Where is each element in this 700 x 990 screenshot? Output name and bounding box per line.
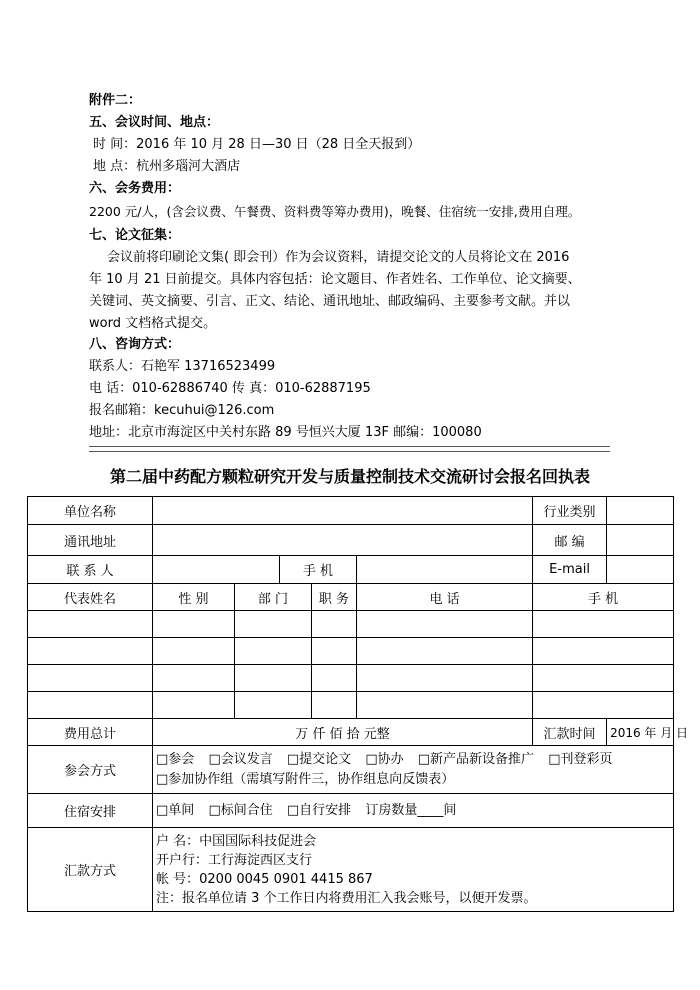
rep-cell[interactable]: [357, 665, 533, 692]
payment-note: 注：报名单位请 3 个工作日内将费用汇入我会账号，以便开发票。: [156, 890, 537, 906]
rep-cell[interactable]: [312, 611, 357, 638]
rep-cell[interactable]: [533, 692, 674, 719]
label-contact: 联 系 人: [28, 556, 153, 584]
table-row: [28, 665, 674, 692]
papers-line: word 文档格式提交。: [89, 316, 217, 331]
contact-phone: 电 话：010-62886740 传 真：010-62887195: [89, 381, 371, 396]
participation-option[interactable]: □刊登彩页: [548, 751, 613, 767]
contact-address: 地址：北京市海淀区中关村东路 89 号恒兴大厦 13F 邮编：100080: [89, 425, 482, 440]
email-field[interactable]: [607, 556, 674, 584]
lodging-option[interactable]: □自行安排: [286, 802, 352, 818]
rep-cell[interactable]: [533, 611, 674, 638]
industry-field[interactable]: [607, 497, 674, 525]
label-postcode: 邮 编: [533, 525, 607, 556]
contact-person: 联系人：石艳军 13716523499: [89, 359, 276, 374]
label-participation: 参会方式: [28, 746, 153, 794]
section-fee-heading: 六、会务费用：: [89, 181, 181, 196]
participation-option[interactable]: □提交论文: [286, 751, 352, 767]
unit-field[interactable]: [153, 497, 533, 525]
mobile-field[interactable]: [357, 556, 533, 584]
label-phone: 电 话: [357, 584, 533, 611]
rep-cell[interactable]: [312, 638, 357, 665]
rep-cell[interactable]: [235, 692, 312, 719]
payment-account-number: 帐 号：0200 0045 0901 4415 867: [156, 871, 373, 887]
label-rep-name: 代表姓名: [28, 584, 153, 611]
label-total: 费用总计: [28, 719, 153, 746]
label-dept: 部 门: [235, 584, 312, 611]
lodging-option[interactable]: □单间: [156, 802, 195, 818]
label-position: 职 务: [312, 584, 357, 611]
rep-cell[interactable]: [28, 692, 153, 719]
label-lodging: 住宿安排: [28, 794, 153, 828]
remit-date-field[interactable]: 2016 年 月 日: [607, 719, 674, 746]
amount-field[interactable]: 万 仟 佰 拾 元整: [153, 719, 533, 746]
rep-cell[interactable]: [533, 665, 674, 692]
lodging-option[interactable]: □标间合住: [208, 802, 273, 818]
table-row: [28, 692, 674, 719]
participation-option[interactable]: □参加协作组（需填写附件三，协作组息向反馈表）: [156, 771, 455, 787]
label-address: 通讯地址: [28, 525, 153, 556]
double-divider: [89, 446, 610, 452]
rep-cell[interactable]: [235, 611, 312, 638]
rep-cell[interactable]: [357, 692, 533, 719]
postcode-field[interactable]: [607, 525, 674, 556]
contact-email: 报名邮箱：kecuhui@126.com: [89, 403, 275, 418]
label-remit-time: 汇款时间: [533, 719, 607, 746]
rep-cell[interactable]: [235, 665, 312, 692]
payment-bank: 开户行：工行海淀西区支行: [156, 852, 313, 868]
table-row: [28, 638, 674, 665]
meeting-time: 时 间：2016 年 10 月 28 日—30 日（28 日全天报到）: [93, 137, 421, 152]
label-unit: 单位名称: [28, 497, 153, 525]
fee-text: 2200 元/人，(含会议费、午餐费、资料费等筹办费用)，晚餐、住宿统一安排,费用自理。: [89, 204, 581, 219]
participation-option[interactable]: □参会: [156, 751, 195, 767]
label-email: E-mail: [533, 556, 607, 584]
address-field[interactable]: [153, 525, 533, 556]
rep-cell[interactable]: [312, 692, 357, 719]
rep-cell[interactable]: [533, 638, 674, 665]
label-rep-mobile: 手 机: [533, 584, 674, 611]
rep-cell[interactable]: [312, 665, 357, 692]
participation-option[interactable]: □新产品新设备推广: [417, 751, 535, 767]
rep-cell[interactable]: [153, 692, 235, 719]
rep-cell[interactable]: [235, 638, 312, 665]
contact-field[interactable]: [153, 556, 280, 584]
section-contact-heading: 八、咨询方式：: [89, 337, 181, 352]
attachment-header: 附件二：: [89, 93, 142, 108]
table-row: [28, 611, 674, 638]
papers-line: 会议前将印刷论文集( 即会刊）作为会议资料，请提交论文的人员将论文在 2016: [107, 250, 570, 265]
rep-cell[interactable]: [28, 665, 153, 692]
label-industry: 行业类别: [533, 497, 607, 525]
meeting-place: 地 点：杭州多瑙河大酒店: [93, 159, 241, 174]
label-gender: 性 别: [153, 584, 235, 611]
section-papers-heading: 七、论文征集：: [89, 228, 181, 243]
lodging-count[interactable]: 订房数量____间: [365, 802, 457, 818]
rep-cell[interactable]: [153, 665, 235, 692]
papers-line: 关键词、英文摘要、引言、正文、结论、通讯地址、邮政编码、主要参考文献。并以: [89, 294, 571, 309]
rep-cell[interactable]: [357, 638, 533, 665]
participation-options: [153, 746, 674, 794]
label-payment: 汇款方式: [28, 828, 153, 912]
rep-cell[interactable]: [28, 611, 153, 638]
payment-info: [153, 828, 674, 912]
rep-cell[interactable]: [153, 611, 235, 638]
label-mobile: 手 机: [280, 556, 357, 584]
registration-form: [27, 496, 689, 912]
lodging-options: [153, 794, 674, 828]
rep-cell[interactable]: [357, 611, 533, 638]
participation-option[interactable]: □协办: [365, 751, 404, 767]
form-title: 第二届中药配方颗粒研究开发与质量控制技术交流研讨会报名回执表: [109, 467, 590, 486]
section-meeting-heading: 五、会议时间、地点：: [89, 115, 220, 130]
participation-option[interactable]: □会议发言: [208, 751, 273, 767]
payment-account-name: 户 名：中国国际科技促进会: [156, 833, 317, 849]
papers-line: 年 10 月 21 日前提交。具体内容包括：论文题目、作者姓名、工作单位、论文摘要、: [89, 272, 581, 287]
rep-cell[interactable]: [28, 638, 153, 665]
rep-cell[interactable]: [153, 638, 235, 665]
